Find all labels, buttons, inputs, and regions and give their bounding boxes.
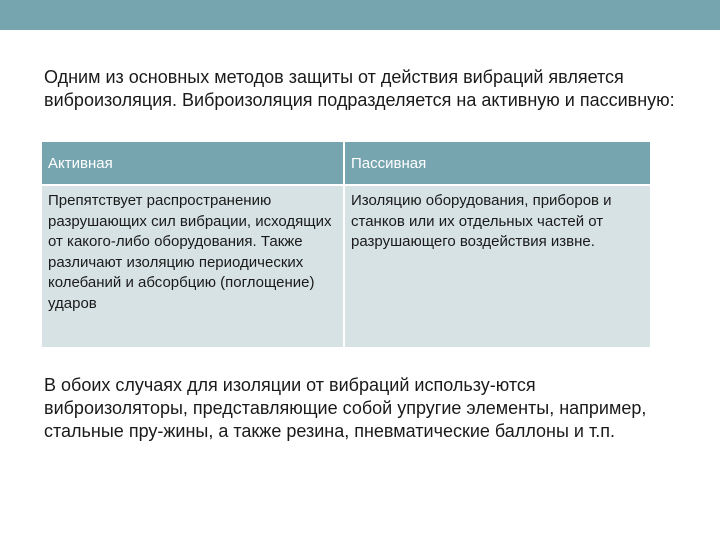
cell-passive-description: Изоляцию оборудования, приборов и станков или их отдельных частей от разрушающего воздействия извне.: [344, 185, 650, 347]
outro-paragraph: В обоих случаях для изоляции от вибраций использу-ются виброизоляторы, представляющие собой упругие элементы, например, стальные пру-жины, а также резина, пневматические баллоны и т.п.: [44, 375, 647, 441]
table-header-row: [42, 142, 650, 185]
header-active: Активная: [42, 142, 344, 185]
table-row: [42, 185, 650, 347]
top-accent-bar: [0, 0, 720, 30]
header-passive: Пассивная: [344, 142, 650, 185]
cell-active-description: Препятствует распространению разрушающих сил вибрации, исходящих от какого-либо оборудования. Также различают изоляцию периодических колебаний и абсорбцию (поглощение) ударов: [42, 185, 344, 347]
intro-paragraph: Одним из основных методов защиты от действия вибраций является виброизоляция. Виброизоляция подразделяется на активную и пассивную:: [44, 67, 675, 110]
isolation-types-table: [42, 142, 650, 347]
